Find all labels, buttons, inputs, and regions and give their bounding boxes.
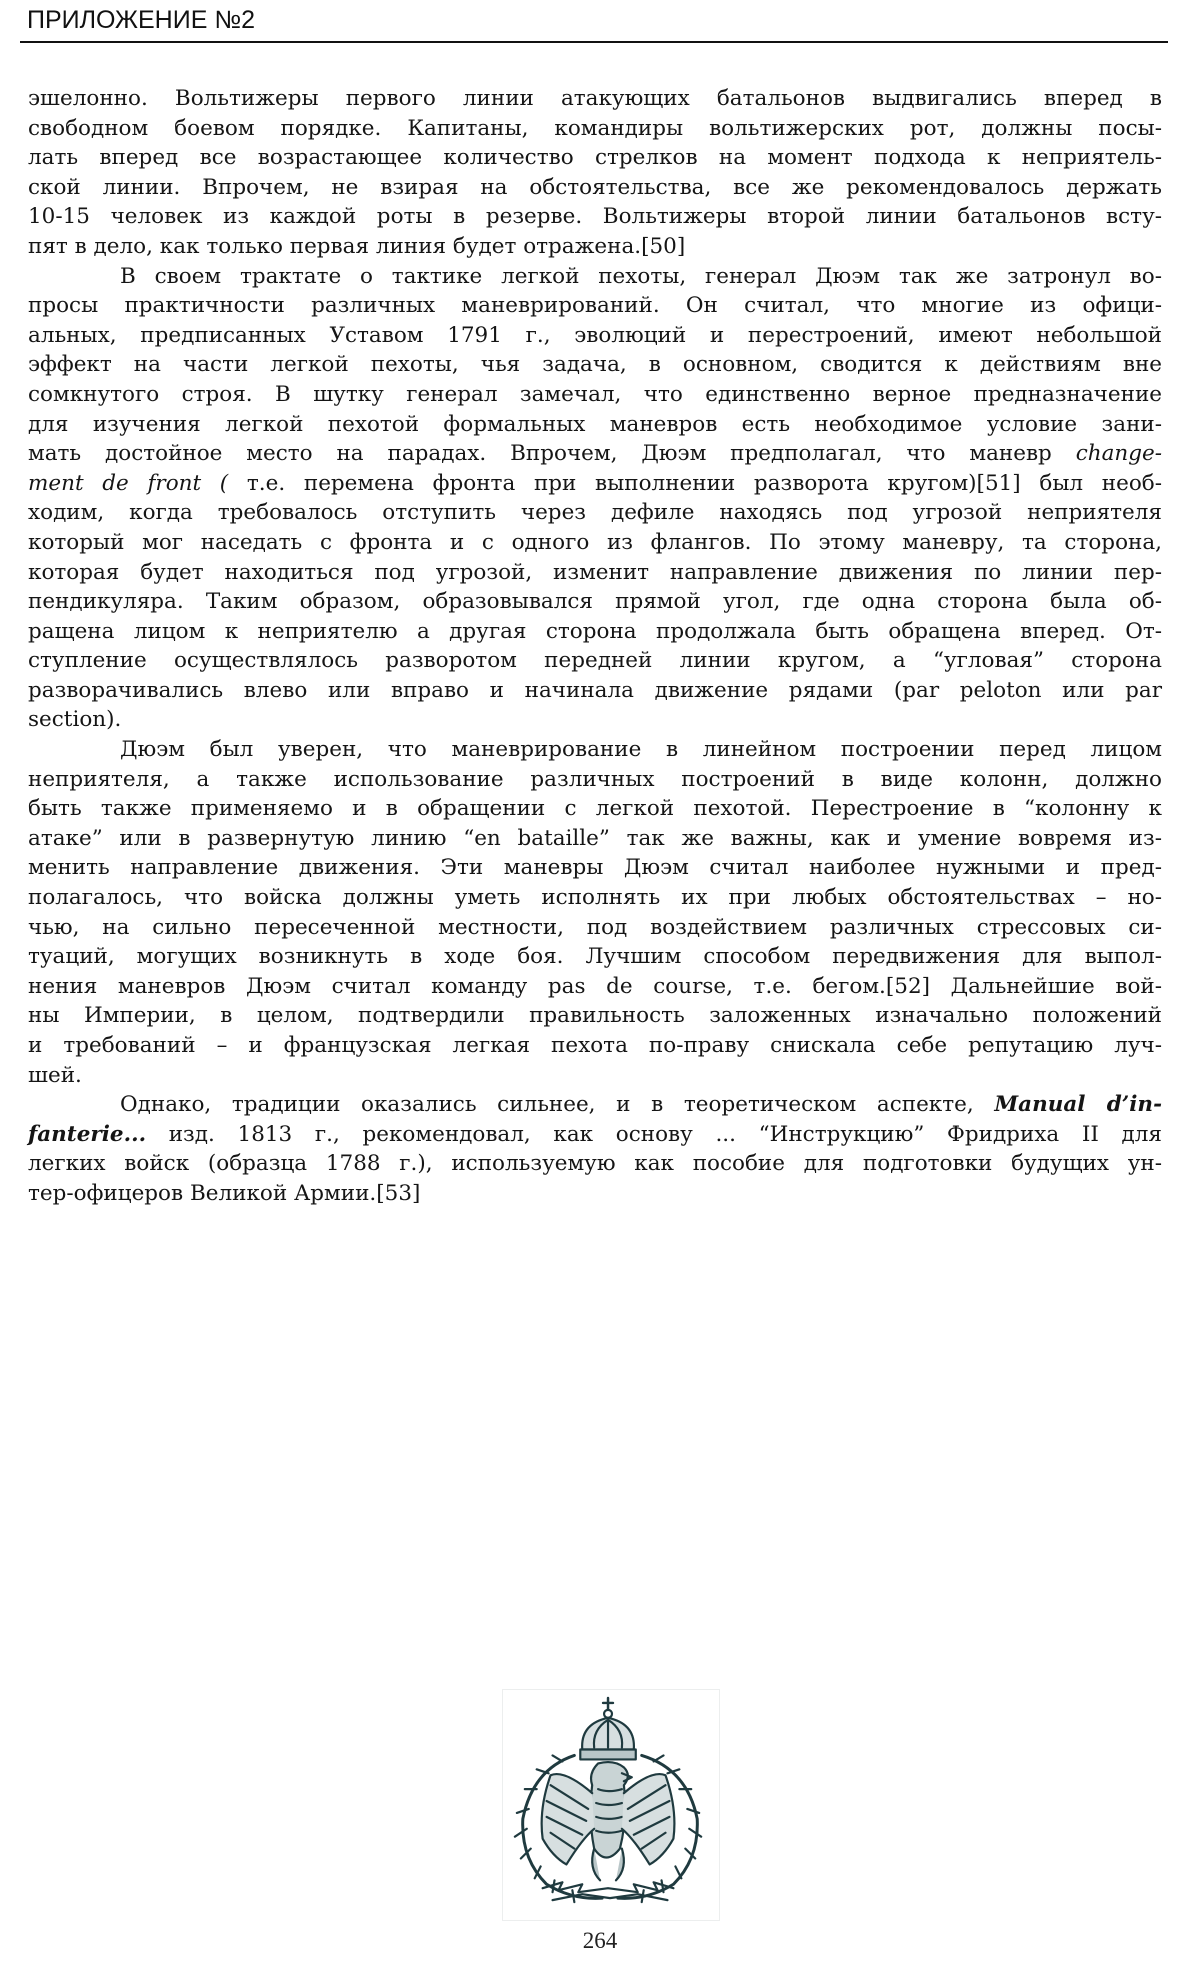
text-line-mixed [28, 469, 1162, 499]
italic-term: change- [1075, 441, 1162, 467]
text-line: ходим, когда требовалось отступить через дефиле находясь под угрозой неприятеля [28, 500, 1162, 526]
text-line: ны Империи, в целом, подтвердили правильность заложенных изначально положений [28, 1003, 1162, 1029]
text-line: тер-офицеров Великой Армии.[53] [28, 1180, 421, 1206]
text-line: section). [28, 707, 122, 733]
book-title: Manual d’in- [994, 1092, 1162, 1118]
text-line: ращена лицом к неприятелю а другая сторона продолжала быть обращена вперед. От- [28, 618, 1162, 644]
text-run: мать достойное место на парадах. Впрочем, Дюэм предполагал, что маневр [28, 441, 1076, 467]
italic-term: ment de front ( [28, 470, 229, 496]
text-line: сомкнутого строя. В шутку генерал замечал, что единственно верное предназначение [28, 381, 1162, 407]
text-line: быть также применяемо и в обращении с легкой пехотой. Перестроение в “колонну к [28, 796, 1162, 822]
text-run: изд. 1813 г., рекомендовал, как основу ... “Инструкцию” Фридриха II для [146, 1121, 1162, 1147]
paragraph-4 [28, 1090, 1162, 1208]
page-header-title: ПРИЛОЖЕНИЕ №2 [27, 6, 256, 34]
text-line: лать вперед все возрастающее количество стрелков на момент подхода к неприятель- [28, 145, 1162, 171]
text-line: которая будет находиться под угрозой, изменит направление движения по линии пер- [28, 559, 1162, 585]
text-line-mixed [28, 439, 1162, 469]
text-line: разворачивались влево или вправо и начинала движение рядами (par peloton или par [28, 677, 1162, 703]
text-line: и требований – и французская легкая пехота по-праву снискала себе репутацию луч- [28, 1033, 1162, 1058]
text-line: эшелонно. Вольтижеры первого линии атакующих батальонов выдвигались вперед в [28, 86, 1162, 111]
text-line: шей. [28, 1062, 82, 1088]
eagle-emblem-icon [503, 1690, 719, 1920]
text-line: менить направление движения. Эти маневры Дюэм считал наиболее нужными и пред- [28, 855, 1162, 881]
text-line: пят в дело, как только первая линия будет отражена.[50] [28, 233, 686, 259]
text-line: который мог наседать с фронта и с одного из флангов. По этому маневру, та сторона, [28, 529, 1162, 555]
paragraph-1 [28, 84, 1162, 262]
text-line: Дюэм был уверен, что маневрирование в линейном построении перед лицом [120, 737, 1162, 763]
text-line: туаций, могущих возникнуть в ходе боя. Лучшим способом передвижения для выпол- [28, 944, 1162, 970]
imperial-eagle-emblem [502, 1689, 720, 1921]
text-line: полагалось, что войска должны уметь исполнять их при любых обстоятельствах – но- [28, 885, 1162, 911]
text-run: Однако, традиции оказались сильнее, и в теоретическом аспекте, [120, 1092, 995, 1118]
text-line: свободном боевом порядке. Капитаны, командиры вольтижерских рот, должны посы- [28, 115, 1162, 141]
text-line: альных, предписанных Уставом 1791 г., эволюций и перестроений, имеют небольшой [28, 322, 1162, 348]
text-line: ской линии. Впрочем, не взирая на обстоятельства, все же рекомендовалось держать [28, 174, 1162, 200]
paragraph-3 [28, 735, 1162, 1090]
text-line: ступление осуществлялось разворотом передней линии кругом, а “угловая” сторона [28, 648, 1162, 674]
text-line: для изучения легкой пехотой формальных маневров есть необходимое условие зани- [28, 411, 1162, 437]
paragraph-2 [28, 262, 1162, 736]
text-line: неприятеля, а также использование различных построений в виде колонн, должно [28, 766, 1162, 792]
text-line: В своем трактате о тактике легкой пехоты, генерал Дюэм так же затронул во- [120, 263, 1162, 289]
text-line: эффект на части легкой пехоты, чья задача, в основном, сводится к действиям вне [28, 352, 1162, 378]
text-line-mixed [28, 1090, 1162, 1120]
text-run: т.е. перемена фронта при выполнении разворота кругом)[51] был необ- [228, 470, 1162, 496]
text-line: 10-15 человек из каждой роты в резерве. Вольтижеры второй линии батальонов всту- [28, 204, 1162, 230]
text-line: пендикуляра. Таким образом, образовывался прямой угол, где одна сторона была об- [28, 589, 1162, 615]
body-text [28, 84, 1162, 1209]
text-line: чью, на сильно пересеченной местности, под воздействием различных стрессовых си- [28, 914, 1162, 940]
header-rule [20, 41, 1168, 43]
page-number: 264 [582, 1928, 618, 1953]
text-line-mixed [28, 1120, 1162, 1150]
text-line: просы практичности различных маневрирований. Он считал, что многие из офици- [28, 293, 1162, 319]
book-title: fanterie... [28, 1121, 147, 1147]
text-line: легких войск (образца 1788 г.), используемую как пособие для подготовки будущих ун- [28, 1151, 1162, 1177]
text-line: атаке” или в развернутую линию “en bataille” так же важны, как и умение вовремя из- [28, 825, 1162, 851]
text-line: нения маневров Дюэм считал команду pas de course, т.е. бегом.[52] Дальнейшие вой- [28, 973, 1162, 999]
